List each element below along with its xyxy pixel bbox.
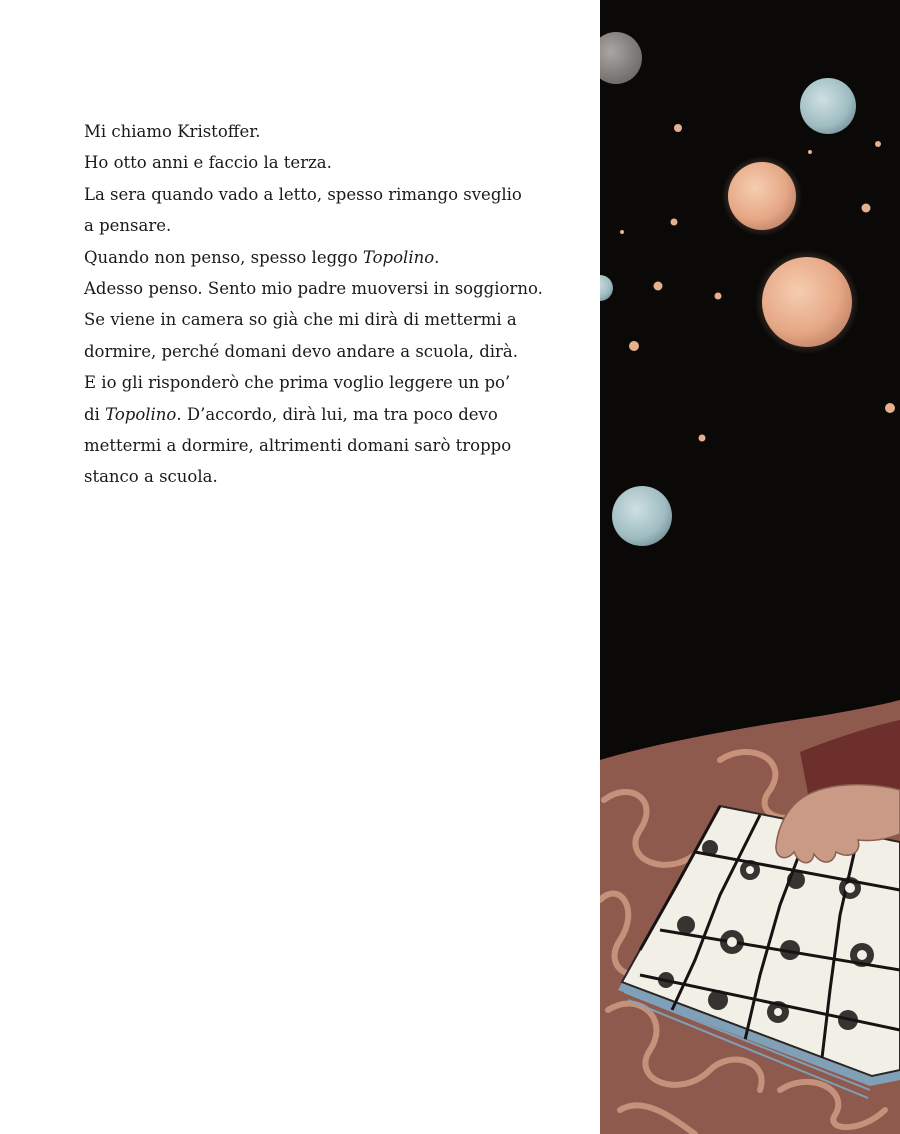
story-line [84, 179, 554, 210]
story-text-segment: E io gli risponderò che prima voglio leggere un po’ [84, 373, 511, 393]
story-text [84, 116, 554, 493]
story-text-segment: . D’accordo, dirà lui, ma tra poco devo [176, 404, 498, 424]
story-text-segment: stanco a scuola. [84, 467, 218, 487]
story-line [84, 336, 554, 367]
planet-blue-low [612, 486, 672, 546]
story-text-segment: dormire, perché domani devo andare a scuola, dirà. [84, 341, 519, 361]
story-line [84, 304, 554, 335]
story-text-segment: La sera quando vado a letto, spesso rimango sveglio [84, 184, 522, 204]
story-text-segment: . [434, 247, 440, 267]
story-text-segment: mettermi a dormire, altrimenti domani sarò troppo [84, 436, 512, 456]
story-text-segment: Mi chiamo Kristoffer. [84, 122, 261, 141]
story-line [84, 116, 554, 147]
story-line [84, 273, 554, 304]
planet-blue-top [800, 78, 856, 134]
story-line [84, 461, 554, 492]
story-text-segment: Ho otto anni e faccio la terza. [84, 153, 332, 173]
story-line [84, 399, 554, 430]
illustration-art [600, 0, 900, 1134]
story-title-italic: Topolino [362, 247, 435, 267]
story-text-segment: Quando non penso, spesso leggo [84, 247, 363, 267]
story-line [84, 147, 554, 178]
planet-peach-large [762, 257, 852, 347]
story-text-segment: di [84, 404, 106, 424]
story-text-segment: Adesso penso. Sento mio padre muoversi in soggiorno. [84, 279, 543, 299]
illustration [600, 0, 900, 1134]
story-line [84, 210, 554, 241]
story-text-segment: Se viene in camera so già che mi dirà di mettermi a [84, 310, 517, 330]
story-line [84, 242, 554, 273]
story-line [84, 430, 554, 461]
story-title-italic: Topolino [105, 404, 177, 424]
planet-peach-small [728, 162, 796, 230]
story-line [84, 367, 554, 398]
story-text-segment: a pensare. [84, 216, 172, 236]
